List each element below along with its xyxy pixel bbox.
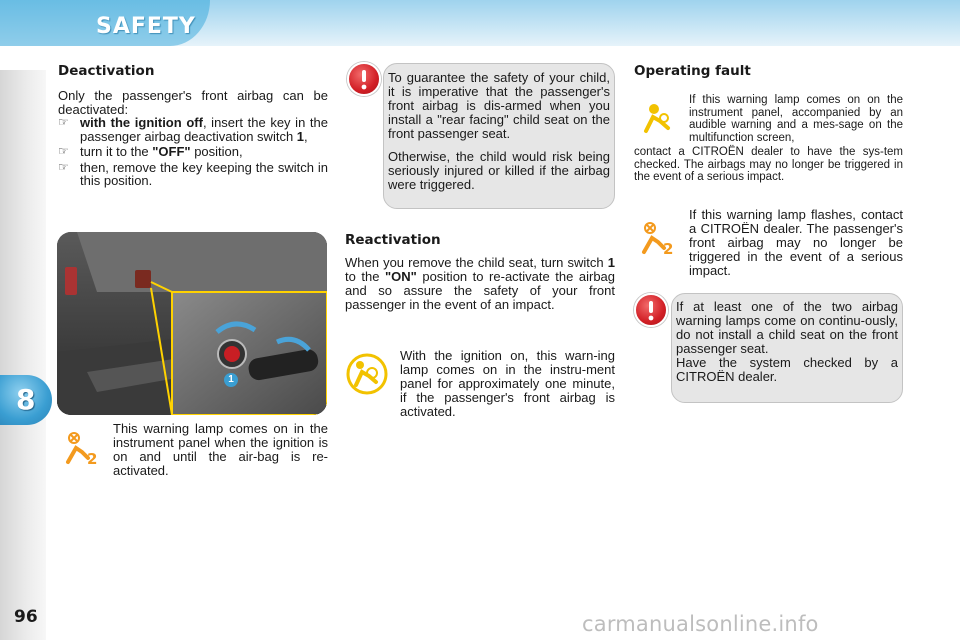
airbag-on-lamp-icon (345, 352, 389, 396)
switch-ref: 1 (296, 128, 305, 144)
chapter-tab[interactable]: 8 (0, 375, 52, 425)
deactivation-steps (58, 116, 328, 190)
exclamation-warning-icon (347, 62, 381, 96)
deactivation-lamp-note: This warning lamp comes on in the instrument panel when the ignition is on and until the air-bag is re-activated. (113, 421, 328, 478)
svg-text:2: 2 (663, 240, 674, 256)
airbag-fault-lamp-icon (640, 100, 676, 136)
step-text: , insert the key in the passenger airbag deactivation switch (80, 115, 329, 144)
warning-2-para-1: If at least one of the two airbag warning lamps come on continu-ously, do not install a child seat on the front passenger seat. (676, 299, 898, 356)
warning-1-para-2: Otherwise, the child would risk being seriously injured or killed if the airbag were triggered. (388, 149, 610, 192)
watermark: carmanualsonline.info (582, 612, 819, 636)
exclamation-warning-icon (634, 293, 668, 327)
svg-text:2: 2 (87, 450, 98, 466)
page-title: SAFETY (96, 14, 196, 39)
list-item (58, 161, 328, 188)
step-text: then, remove the key keeping the switch in this position. (80, 159, 328, 188)
step-tail: , (304, 128, 308, 144)
reactivation-lamp-note: With the ignition on, this warn-ing lamp comes on in the instru-ment panel for approximately one minute, if the passenger's front airbag is activated. (400, 348, 615, 419)
reactivation-pre: When you remove the child seat, turn switch (345, 255, 608, 270)
reactivation-heading: Reactivation (345, 232, 441, 248)
step-bold: with the ignition off (80, 115, 203, 130)
step-text: position, (190, 144, 243, 159)
switch-ref: 1 (607, 255, 615, 270)
reactivation-text (345, 256, 615, 312)
airbag-off-lamp-icon (62, 430, 102, 466)
step-pre: turn it to the (80, 144, 153, 159)
on-position: "ON" (384, 269, 417, 284)
reactivation-body: position to re-activate the airbag and so assure the safety of your front passenger in the event of an impact. (345, 269, 616, 312)
glovebox-photo (57, 232, 327, 415)
fault-note-2: If this warning lamp flashes, contact a CITROËN dealer. The passenger's front airbag may no longer be triggered in the event of a serious impact. (689, 207, 903, 278)
pointing-hand-icon: ☞ (58, 159, 69, 174)
fault-note-1-indent: If this warning lamp comes on on the instrument panel, accompanied by an audible warning and a mes-sage on the multifunction screen, (689, 94, 903, 144)
deactivation-heading: Deactivation (58, 63, 155, 79)
fault-note-1-full: contact a CITROËN dealer to have the sys-tem checked. The airbags may no longer be triggered in the event of a serious impact. (634, 146, 903, 183)
deactivation-intro: Only the passenger's front airbag can be deactivated: (58, 88, 328, 117)
step-bold: "OFF" (152, 144, 191, 159)
reactivation-mid: to the (345, 269, 385, 284)
operating-fault-heading: Operating fault (634, 63, 751, 79)
list-item (58, 116, 328, 143)
left-rail (0, 70, 46, 640)
page-number: 96 (14, 607, 38, 627)
callout-number: 1 (224, 373, 238, 387)
airbag-off-fault-lamp-icon (638, 220, 678, 256)
list-item (58, 145, 328, 159)
warning-2-para-2: Have the system checked by a CITROËN dealer. (676, 355, 898, 384)
pointing-hand-icon: ☞ (58, 144, 69, 158)
warning-1-para-1: To guarantee the safety of your child, it is imperative that the passenger's front airbag is dis-armed when you install a "rear facing" child seat on the front passenger seat. (388, 70, 610, 141)
pointing-hand-icon: ☞ (58, 115, 69, 129)
